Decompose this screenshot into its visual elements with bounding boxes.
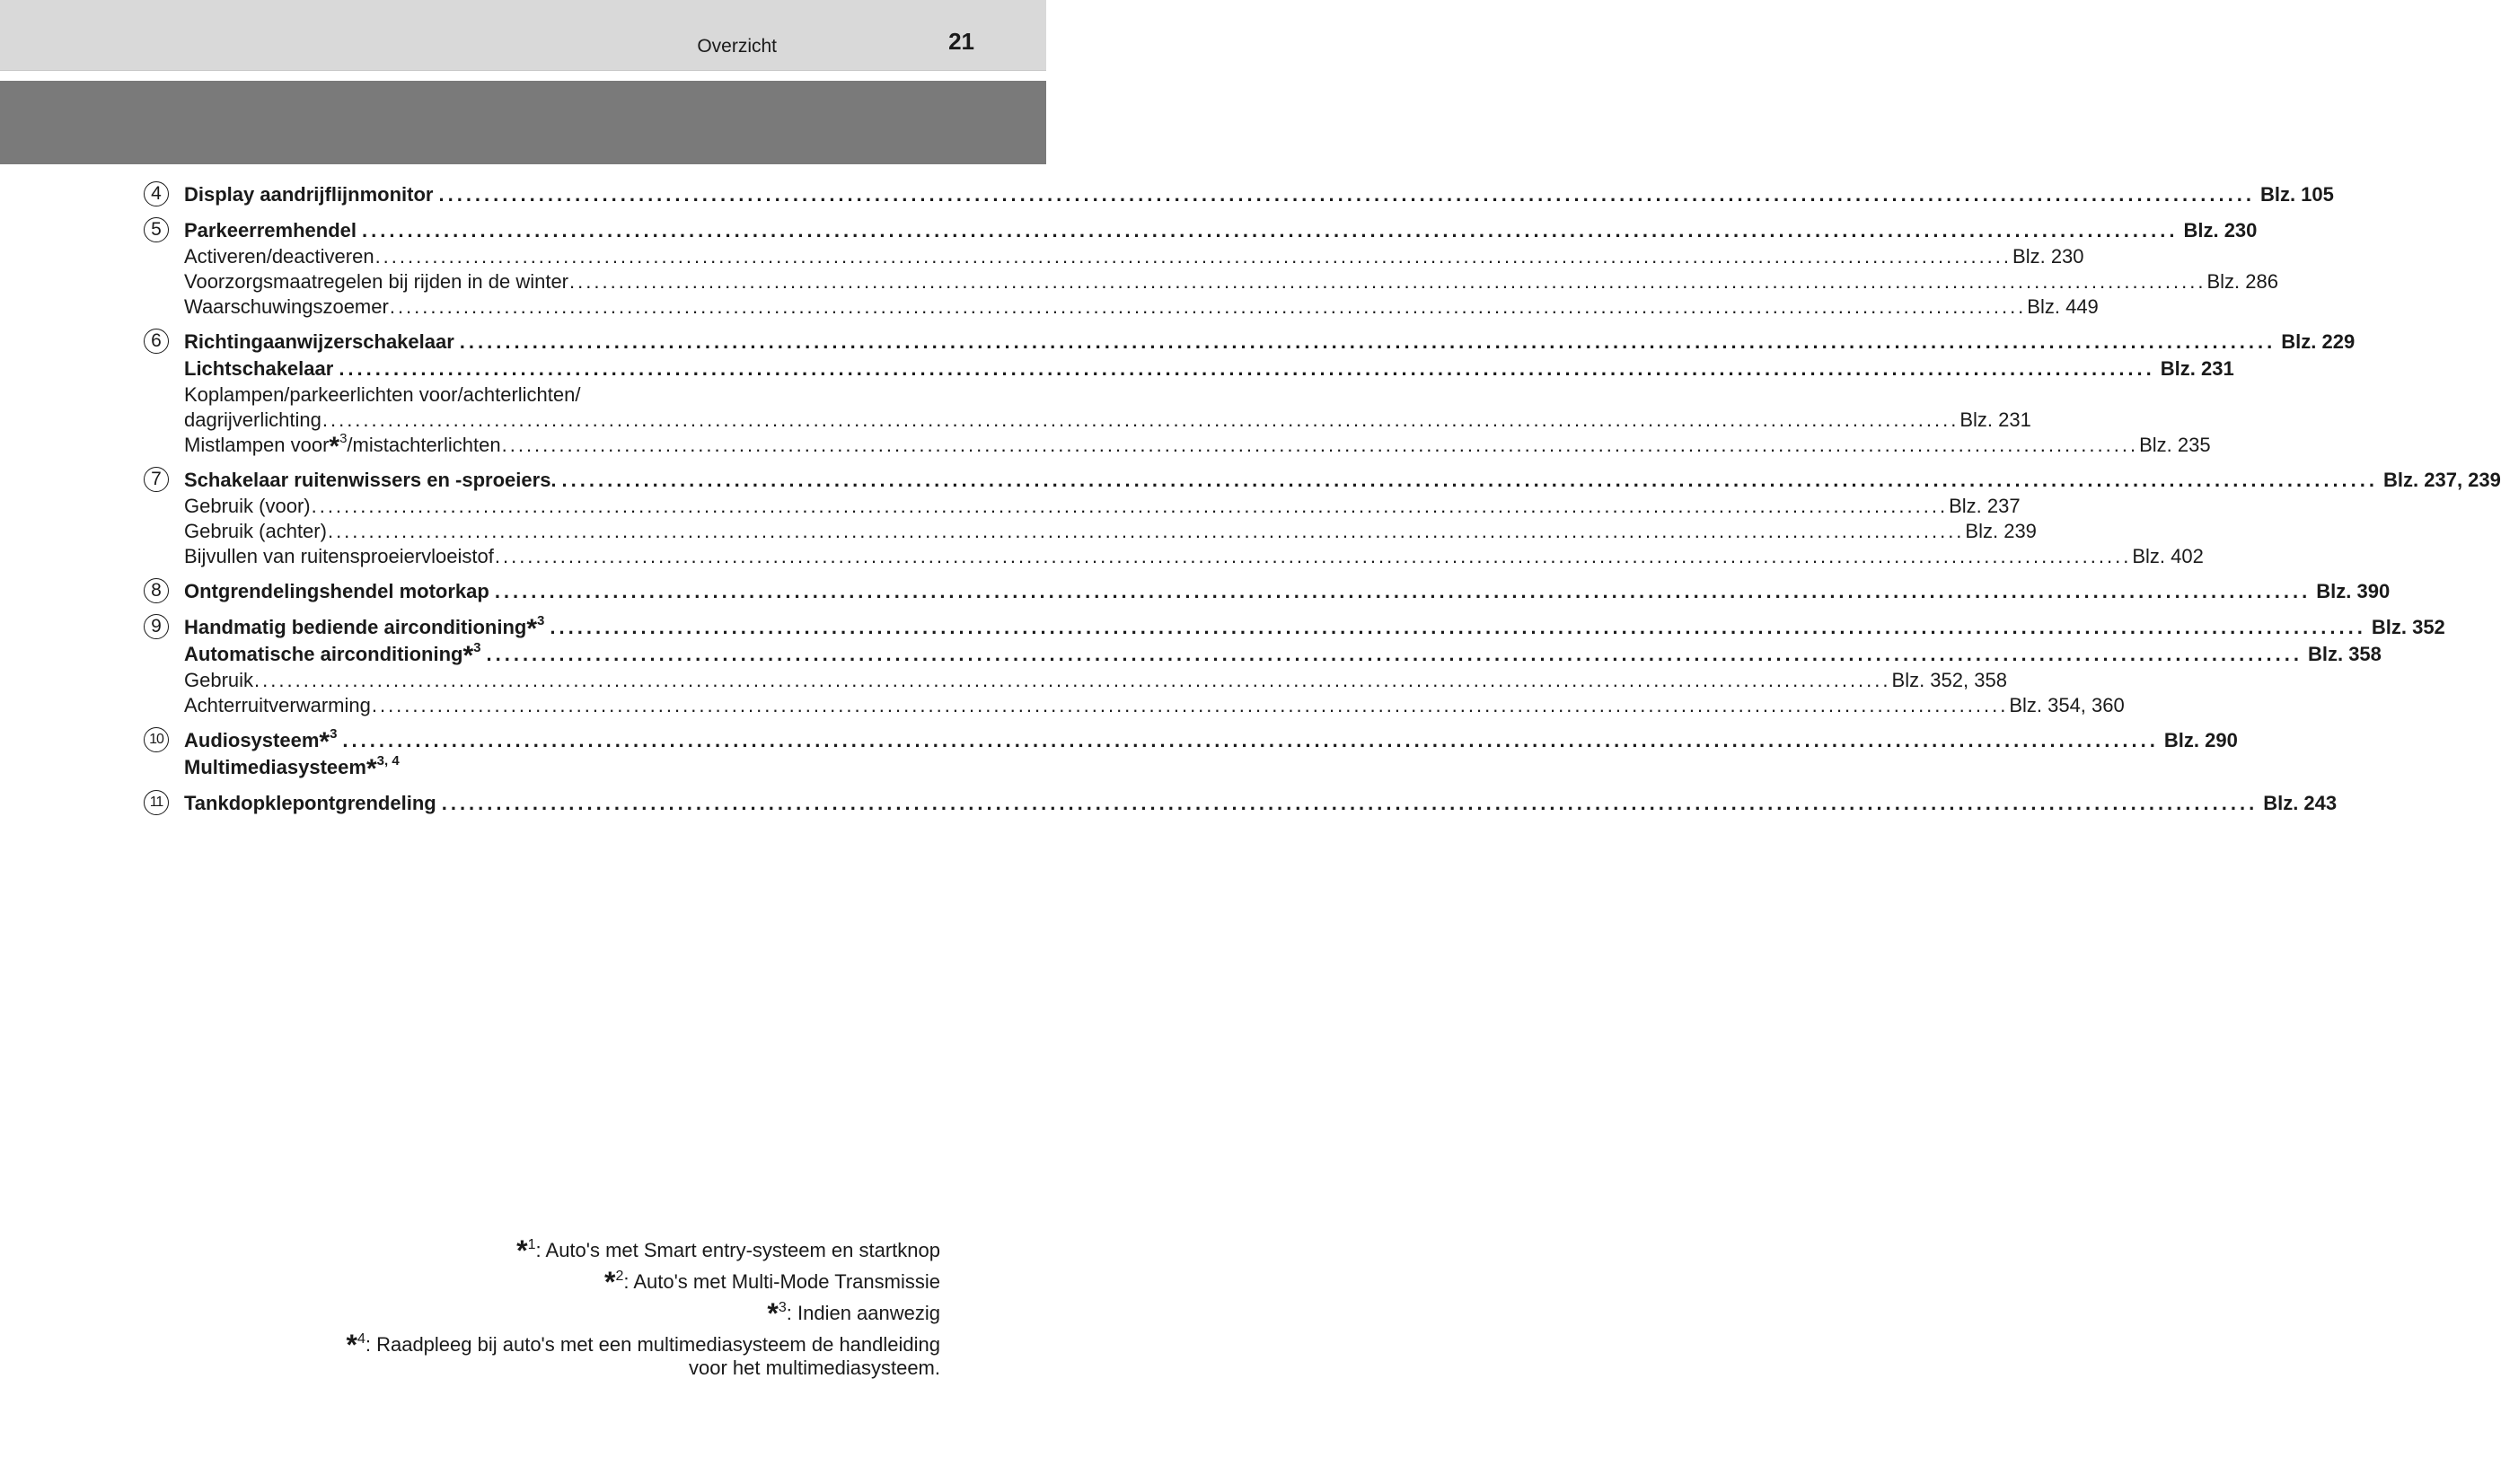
item-group [144,613,2445,718]
item-group [144,329,2356,461]
list-item[interactable] [184,294,2099,320]
item-number: 8 [144,578,169,603]
dot-leader: ........................................................................................................................................................................................................ [362,219,2179,241]
item-label [184,269,568,294]
dot-leader: ........................................................................................................................................................................................................ [389,295,2027,318]
item-number: 4 [144,181,169,206]
dot-leader: ........................................................................................................................................................................................................ [494,580,2312,602]
asterisk-mark: * [462,641,474,671]
dot-leader: ........................................................................................................................................................................................................ [339,357,2155,380]
list-item[interactable] [184,494,2021,519]
page-reference[interactable]: Blz. 354, 360 [2009,694,2125,716]
page-reference[interactable]: Blz. 235 [2139,434,2211,456]
item-label-text: dagrijverlichting [184,408,321,431]
asterisk-mark: * [365,754,377,784]
list-item[interactable] [184,668,2007,693]
page-number: 21 [948,28,974,55]
footnote-text: : Indien aanwezig [786,1302,940,1324]
list-item[interactable] [184,431,2211,461]
page-reference[interactable]: Blz. 358 [2307,643,2382,665]
item-label [184,294,389,320]
page-reference[interactable]: Blz. 402 [2132,545,2204,567]
dot-leader: ........................................................................................................................................................................................................ [342,729,2159,751]
dot-leader: ........................................................................................................................................................................................................ [441,792,2259,814]
item-label [184,613,545,644]
item-label-text: Display aandrijflijnmonitor [184,183,434,206]
dot-leader: ........................................................................................................................................................................................................ [569,270,2206,293]
item-group [144,578,2391,605]
list-item[interactable] [184,544,2204,569]
asterisk-mark: * [319,727,330,757]
footnote-number: 2 [615,1269,624,1284]
dot-leader: ........................................................................................................................................................................................................ [494,545,2132,567]
item-label-text: Multimediasysteem [184,756,366,778]
item-number: 10 [144,727,169,752]
item-label [184,244,374,269]
item-label-text: Gebruik (achter) [184,520,327,542]
dot-leader: ........................................................................................................................................................................................................ [327,520,1965,542]
footnote-number: 4 [357,1331,365,1347]
item-label-text: Schakelaar ruitenwissers en -sproeiers. [184,469,557,491]
item-label-text: Waarschuwingszoemer [184,295,389,318]
item-label-text: Mistlampen voor [184,434,330,456]
footnote-number: 1 [527,1237,536,1252]
page-reference[interactable]: Blz. 231 [1959,408,2031,431]
item-label-text: Automatische airconditioning [184,643,463,665]
footnote-ref: 3 [339,431,348,446]
item-label-text: Parkeerremhendel [184,219,357,241]
item-label-text: Richtingaanwijzerschakelaar [184,330,454,353]
list-item[interactable] [184,519,2037,544]
list-item[interactable] [184,613,2445,644]
item-label-text: Gebruik [184,669,254,691]
dot-leader: ........................................................................................................................................................................................................ [311,495,1949,517]
item-label-text: Activeren/deactiveren [184,245,374,268]
asterisk-mark: * [767,1297,779,1330]
page-reference[interactable]: Blz. 449 [2027,295,2099,318]
item-label [184,640,481,671]
item-number: 11 [144,790,169,815]
item-label [184,382,580,408]
list-item[interactable] [184,408,2031,433]
page-reference[interactable]: Blz. 230 [2183,219,2258,241]
list-item[interactable] [184,726,2238,757]
item-label [184,181,433,208]
item-label-text: Bijvullen van ruitensproeiervloeistof [184,545,494,567]
asterisk-mark: * [603,1266,616,1298]
dot-leader: ........................................................................................................................................................................................................ [438,183,2255,206]
dot-leader: ........................................................................................................................................................................................................ [501,434,2139,456]
dot-leader: ........................................................................................................................................................................................................ [550,616,2366,638]
item-group [144,181,2334,208]
list-item[interactable] [184,790,2338,817]
item-label [184,408,321,433]
footnote-text: : Auto's met Multi-Mode Transmissie [623,1270,940,1293]
page-reference[interactable]: Blz. 105 [2259,183,2334,206]
overview-list [144,181,2501,826]
item-label-text: Tankdopklepontgrendeling [184,792,436,814]
item-label [184,494,311,519]
list-item[interactable] [184,640,2382,671]
asterisk-mark: * [526,614,538,644]
list-item[interactable] [184,467,2501,494]
item-label [184,726,338,757]
list-item[interactable] [184,382,898,408]
item-number: 5 [144,217,169,242]
asterisk-mark: * [346,1329,357,1361]
asterisk-mark: * [329,432,340,461]
page-reference[interactable]: Blz. 231 [2160,357,2234,380]
page-reference[interactable]: Blz. 243 [2263,792,2338,814]
footnotes [258,1234,940,1388]
dot-leader: ........................................................................................................................................................................................................ [371,694,2009,716]
item-group [144,217,2278,320]
item-label-text: Audiosysteem [184,729,320,751]
item-group [144,726,2238,784]
list-item[interactable] [184,578,2391,605]
item-group [144,790,2338,817]
item-label-text: Lichtschakelaar [184,357,334,380]
item-label [184,693,371,718]
footnote-text: : Raadpleeg bij auto's met een multimediasysteem de handleiding [365,1333,940,1356]
page-reference[interactable]: Blz. 237 [1949,495,2021,517]
item-number: 6 [144,329,169,354]
footnote-ref: 3 [330,726,338,742]
page-reference[interactable]: Blz. 229 [2281,330,2356,353]
page-reference[interactable]: Blz. 290 [2163,729,2238,751]
list-item[interactable] [184,753,898,784]
page-reference[interactable]: Blz. 239 [1965,520,2037,542]
asterisk-mark: * [516,1234,528,1267]
footnote-ref: 3, 4 [376,753,400,768]
item-label-text: Achterruitverwarming [184,694,371,716]
item-label-text: Voorzorgsmaatregelen bij rijden in de winter [184,270,569,293]
header-band [0,81,1046,164]
list-item[interactable] [184,693,2125,718]
item-label [184,356,333,382]
item-number: 9 [144,614,169,639]
item-label [184,431,501,461]
item-label [184,753,400,784]
footnote-text: : Auto's met Smart entry-systeem en startknop [535,1239,940,1261]
item-label [184,544,494,569]
dot-leader: ........................................................................................................................................................................................................ [486,643,2303,665]
footnote-ref: 3 [473,640,481,655]
item-label [184,519,327,544]
item-label-text: Handmatig bediende airconditioning [184,616,527,638]
footnote [258,1234,940,1267]
item-label-text: Ontgrendelingshendel motorkap [184,580,489,602]
footnote-text: voor het multimediasysteem. [689,1357,940,1379]
list-item[interactable] [184,181,2334,208]
footnote [258,1266,940,1298]
dot-leader: ........................................................................................................................................................................................................ [561,469,2379,491]
item-number: 7 [144,467,169,492]
page-reference[interactable]: Blz. 230 [2012,245,2084,268]
footnote-number: 3 [778,1300,787,1315]
page-reference[interactable]: Blz. 352, 358 [1891,669,2007,691]
footnote-ref: 3 [537,613,545,628]
item-label [184,217,357,244]
dot-leader: ........................................................................................................................................................................................................ [459,330,2276,353]
page-reference[interactable]: Blz. 237, 239 [2383,469,2501,491]
dot-leader: ........................................................................................................................................................................................................ [254,669,1891,691]
list-item[interactable] [184,329,2356,356]
page-reference[interactable]: Blz. 352 [2371,616,2445,638]
dot-leader: ........................................................................................................................................................................................................ [374,245,2012,268]
list-item[interactable] [184,217,2258,244]
dot-leader: ........................................................................................................................................................................................................ [321,408,1959,431]
page-reference[interactable]: Blz. 390 [2316,580,2391,602]
item-label [184,668,253,693]
item-label-text: Gebruik (voor) [184,495,311,517]
item-label [184,790,436,817]
item-group [144,467,2501,569]
item-label [184,329,454,356]
item-label [184,467,557,494]
item-label [184,578,489,605]
footnote [258,1329,940,1380]
page-reference[interactable]: Blz. 286 [2206,270,2278,293]
list-item[interactable] [184,356,2234,382]
section-title: Overzicht [697,36,777,57]
item-label-text: Koplampen/parkeerlichten voor/achterlichten/ [184,383,581,406]
footnote [258,1297,940,1330]
header-bar [0,0,1046,71]
list-item[interactable] [184,269,2278,294]
item-label-text: /mistachterlichten [347,434,501,456]
list-item[interactable] [184,244,2084,269]
